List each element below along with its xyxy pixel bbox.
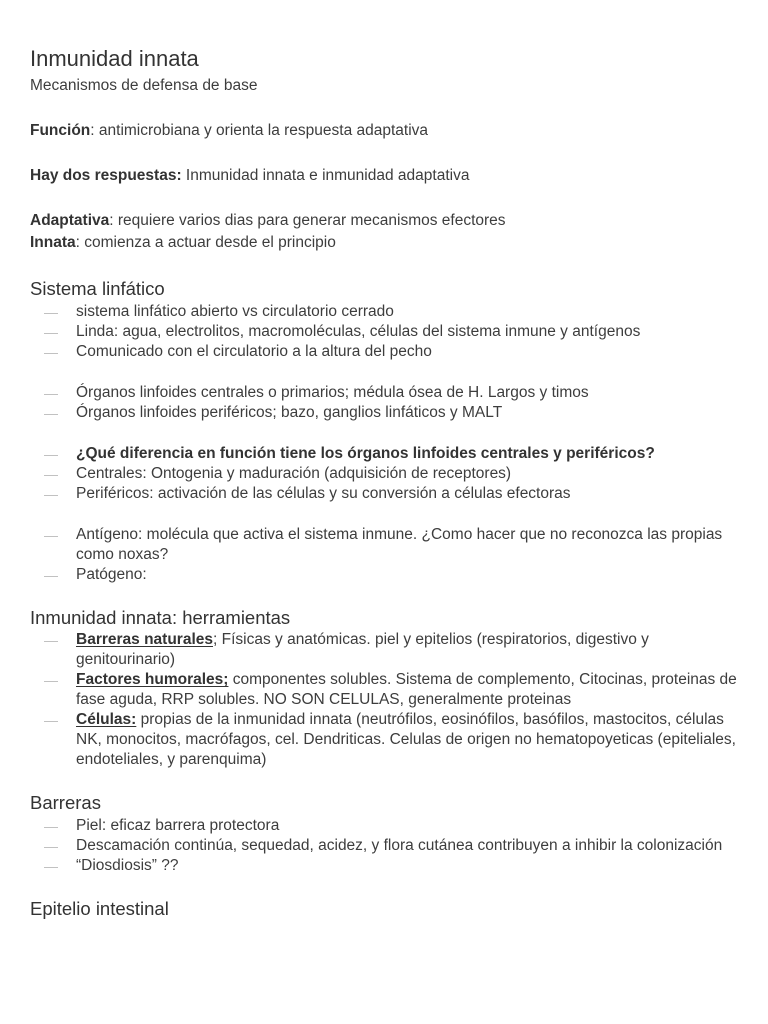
- section-heading-barreras: Barreras: [30, 792, 101, 813]
- respuestas-text: Inmunidad innata e inmunidad adaptativa: [181, 167, 470, 184]
- funcion-text: : antimicrobiana y orienta la respuesta adaptativa: [90, 122, 429, 139]
- item-text: componentes solubles. Sistema de complemento, Citocinas, proteinas de fase aguda, RRP solubles. NO SON CELULAS, generalmente proteinas: [76, 671, 737, 708]
- item-label: Barreras naturales: [76, 631, 213, 648]
- item-text: propias de la inmunidad innata (neutrófilos, eosinófilos, basófilos, mastocitos, células NK, monocitos, macrófagos, cel. Dendriticas. Celulas de origen no hematopoyeticas (epiteliales, endoteliales, y parenquima): [76, 711, 736, 768]
- list-sistema-linfatico-2: [30, 383, 738, 423]
- adaptativa-label: Adaptativa: [30, 212, 110, 229]
- item-label: Células:: [76, 711, 137, 728]
- list-herramientas: [30, 630, 738, 770]
- list-item: — sistema linfático abierto vs circulatorio cerrado: [30, 302, 738, 322]
- list-sistema-linfatico-4: [30, 525, 738, 585]
- item-punct: ;: [213, 631, 218, 648]
- list-item: — Periféricos: activación de las células y su conversión a células efectoras: [30, 484, 738, 504]
- section-heading-epitelio: Epitelio intestinal: [30, 898, 169, 919]
- list-sistema-linfatico-3: [30, 444, 738, 504]
- note-subtitle: Mecanismos de defensa de base: [30, 77, 258, 94]
- list-item: — Órganos linfoides periféricos; bazo, ganglios linfáticos y MALT: [30, 403, 738, 423]
- innata-line: [30, 232, 738, 254]
- innata-text: : comienza a actuar desde el principio: [75, 234, 336, 251]
- list-item: — Piel: eficaz barrera protectora: [30, 816, 738, 836]
- adaptativa-line: [30, 210, 738, 232]
- item-label: Factores humorales;: [76, 671, 229, 688]
- list-item: [30, 670, 738, 710]
- list-item: — Patógeno:: [30, 565, 738, 585]
- list-item: [30, 630, 738, 670]
- list-item: — Descamación continúa, sequedad, acidez, y flora cutánea contribuyen a inhibir la colonización: [30, 836, 738, 856]
- list-item: — Comunicado con el circulatorio a la altura del pecho: [30, 342, 738, 362]
- list-item: — Centrales: Ontogenia y maduración (adquisición de receptores): [30, 464, 738, 484]
- question-text: ¿Qué diferencia en función tiene los órganos linfoides centrales y periféricos?: [76, 445, 655, 462]
- adaptativa-text: : requiere varios dias para generar mecanismos efectores: [109, 212, 506, 229]
- respuestas-line: [30, 165, 738, 187]
- respuestas-label: Hay dos respuestas:: [30, 167, 182, 184]
- list-item: — “Diosdiosis” ??: [30, 856, 738, 876]
- list-barreras: [30, 816, 738, 876]
- list-sistema-linfatico-1: [30, 302, 738, 362]
- list-item: — Antígeno: molécula que activa el sistema inmune. ¿Como hacer que no reconozca las propias como noxas?: [30, 525, 738, 565]
- note-title: Inmunidad innata: [30, 46, 199, 71]
- item-text: Físicas y anatómicas. piel y epitelios (respiratorios, digestivo y genitourinario): [76, 631, 649, 668]
- funcion-line: [30, 120, 738, 142]
- funcion-label: Función: [30, 122, 91, 139]
- list-item: — Órganos linfoides centrales o primarios; médula ósea de H. Largos y timos: [30, 383, 738, 403]
- list-item-question: [30, 444, 738, 464]
- list-item: — Linda: agua, electrolitos, macromoléculas, células del sistema inmune y antígenos: [30, 322, 738, 342]
- section-heading-herramientas: Inmunidad innata: herramientas: [30, 607, 291, 628]
- list-item: [30, 710, 738, 770]
- section-heading-sistema-linfatico: Sistema linfático: [30, 278, 165, 299]
- innata-label: Innata: [30, 234, 76, 251]
